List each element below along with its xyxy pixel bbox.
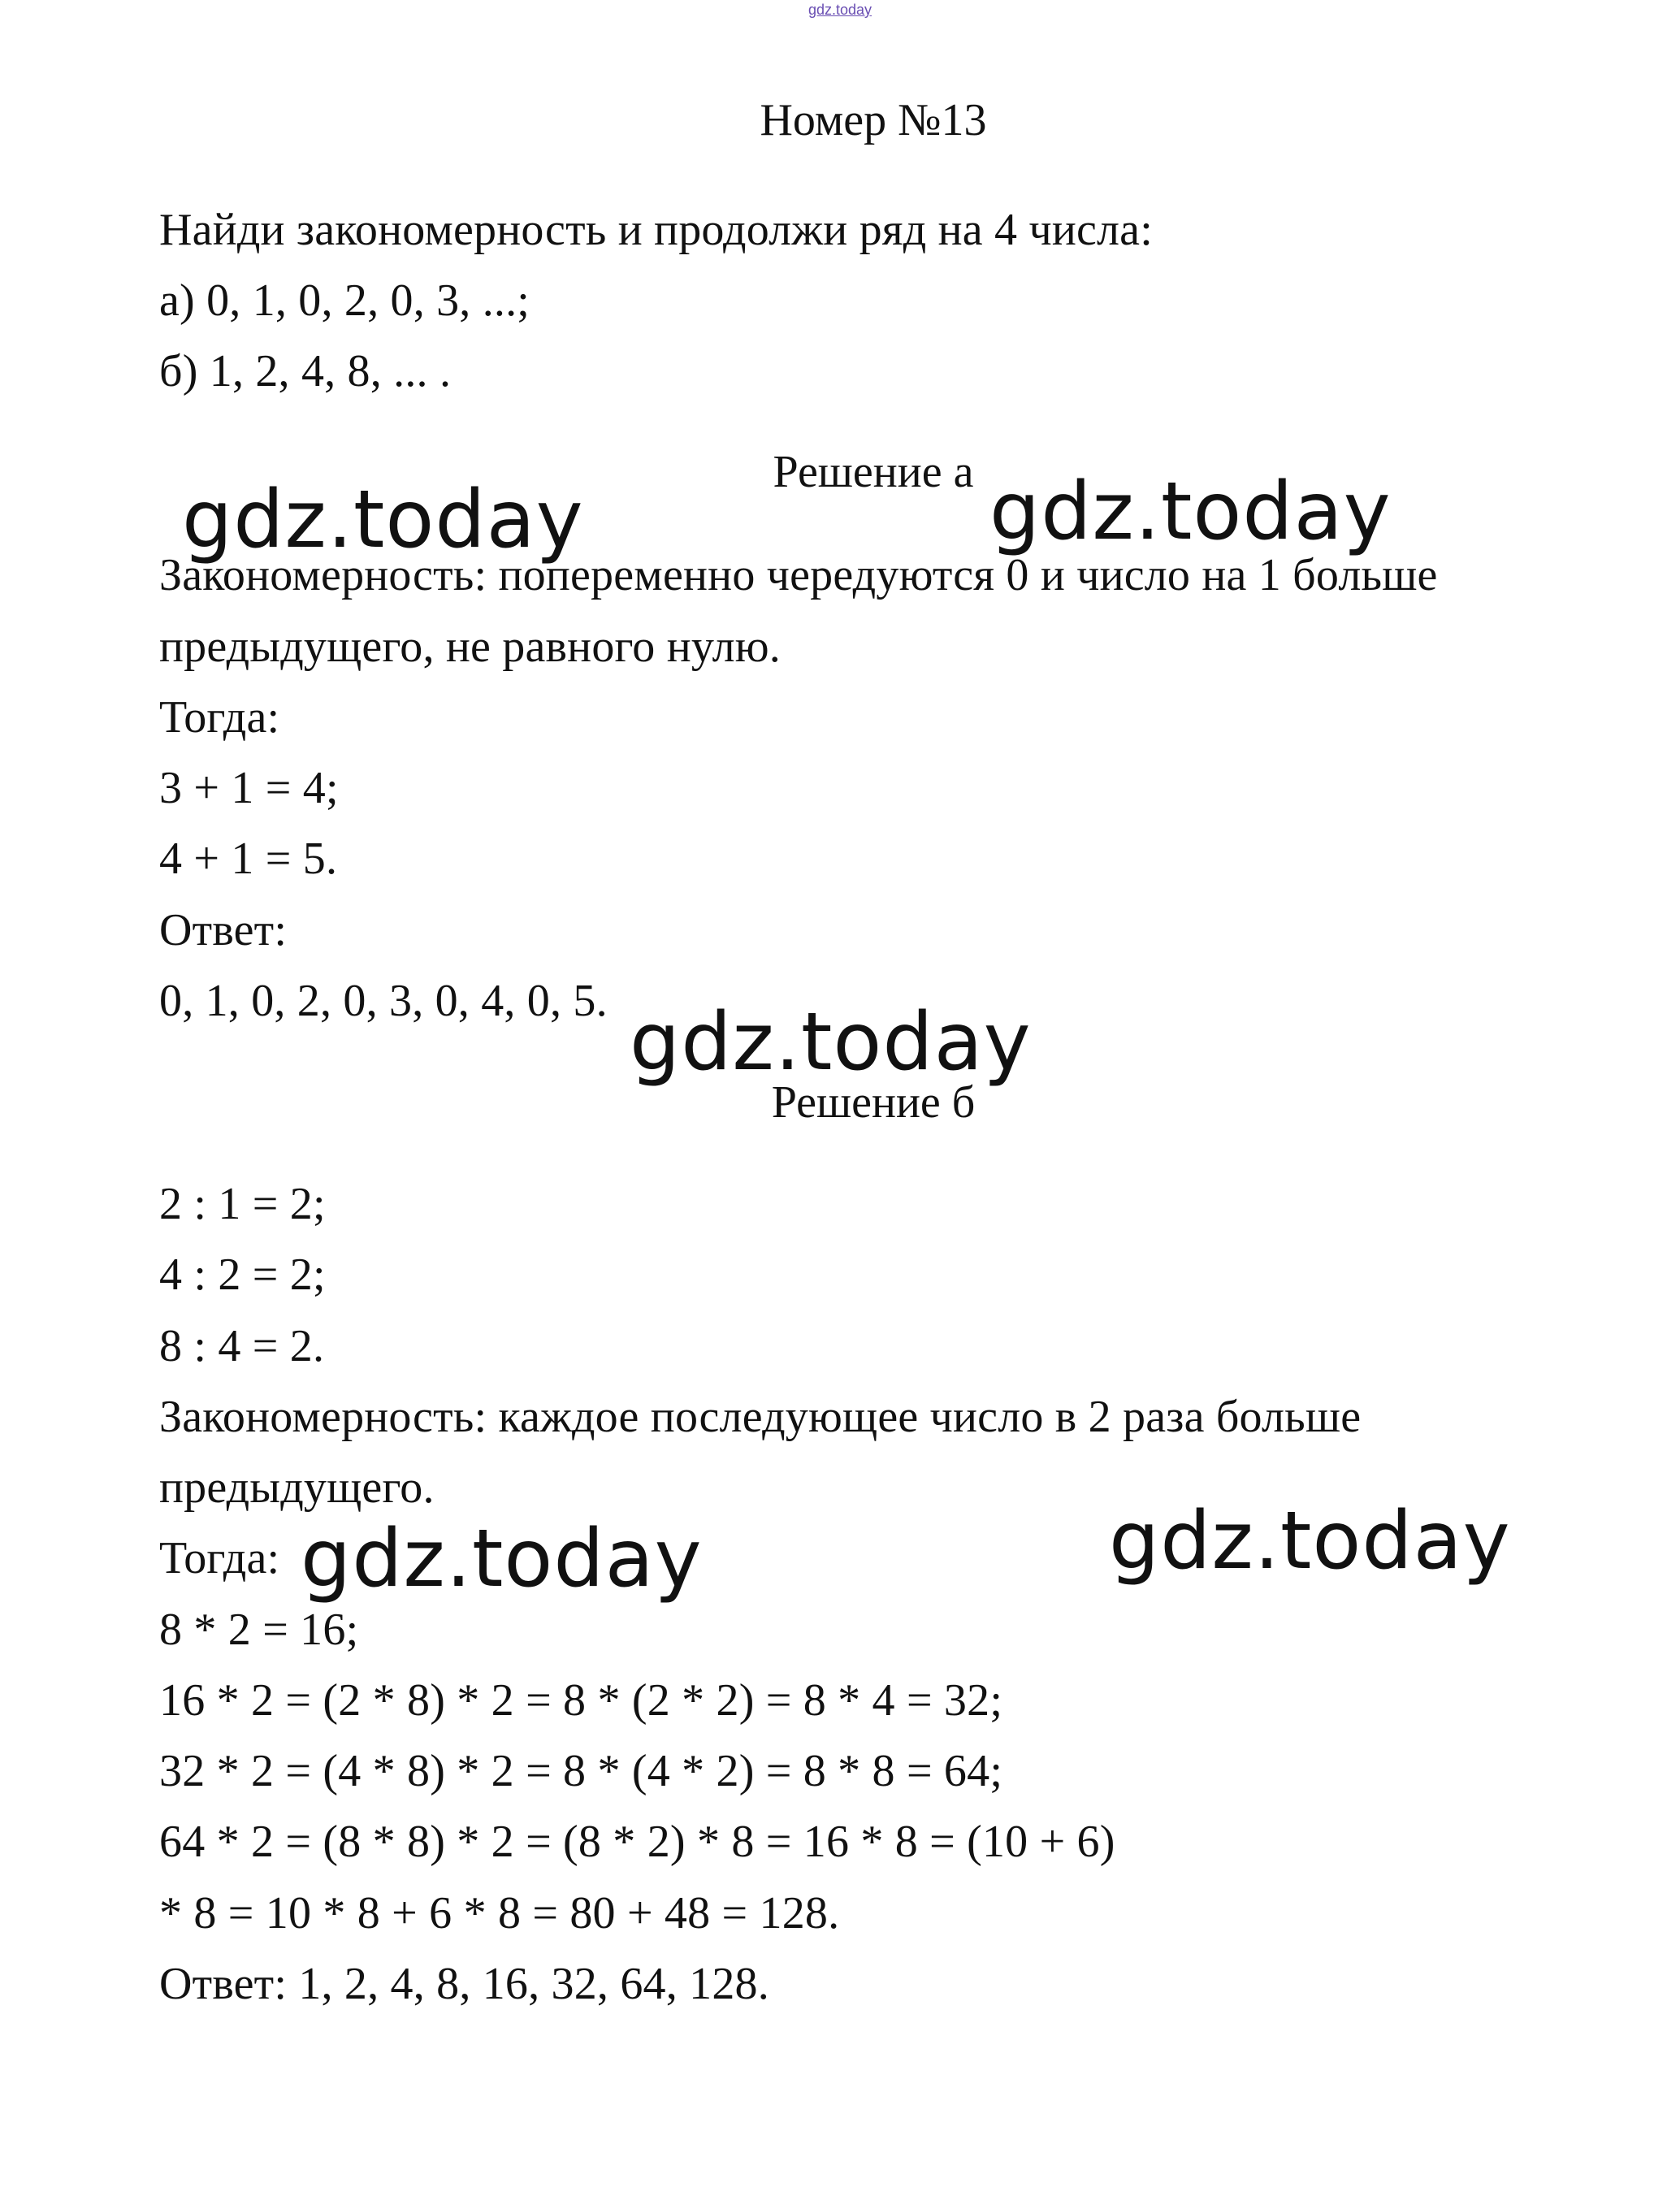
- solution-b-line: 16 * 2 = (2 * 8) * 2 = 8 * (2 * 2) = 8 * 4 = 32;: [159, 1675, 1003, 1726]
- solution-b-line: 8 : 4 = 2.: [159, 1321, 325, 1371]
- watermark: gdz.today: [989, 466, 1392, 558]
- page-title: Номер №13: [760, 95, 987, 145]
- solution-a-line: 3 + 1 = 4;: [159, 763, 339, 813]
- solution-a-line: 4 + 1 = 5.: [159, 834, 338, 884]
- solution-b-line: * 8 = 10 * 8 + 6 * 8 = 80 + 48 = 128.: [159, 1888, 840, 1938]
- solution-a-line: Закономерность: попеременно чередуются 0 и число на 1 больше: [159, 550, 1438, 600]
- solution-a-line: Тогда:: [159, 692, 280, 743]
- task-part-b: б) 1, 2, 4, 8, ... .: [159, 346, 452, 396]
- solution-b-line: Закономерность: каждое последующее число в 2 раза больше: [159, 1392, 1362, 1442]
- watermark: gdz.today: [630, 996, 1032, 1089]
- solution-a-heading: Решение а: [773, 447, 974, 497]
- watermark: gdz.today: [182, 474, 584, 566]
- solution-a-answer: 0, 1, 0, 2, 0, 3, 0, 4, 0, 5.: [159, 976, 608, 1026]
- watermark: gdz.today: [301, 1513, 703, 1605]
- solution-b-line: 4 : 2 = 2;: [159, 1250, 326, 1300]
- solution-b-line: 64 * 2 = (8 * 8) * 2 = (8 * 2) * 8 = 16 * 8 = (10 + 6): [159, 1817, 1115, 1867]
- solution-a-line: Ответ:: [159, 905, 288, 955]
- task-prompt: Найди закономерность и продолжи ряд на 4 числа:: [159, 205, 1153, 255]
- solution-b-line: 32 * 2 = (4 * 8) * 2 = 8 * (4 * 2) = 8 * 8 = 64;: [159, 1746, 1003, 1796]
- solution-b-line: Тогда:: [159, 1533, 280, 1583]
- solution-b-line: 8 * 2 = 16;: [159, 1605, 359, 1655]
- task-part-a: а) 0, 1, 0, 2, 0, 3, ...;: [159, 275, 530, 326]
- source-link[interactable]: gdz.today: [808, 2, 872, 18]
- solution-a-line: предыдущего, не равного нулю.: [159, 622, 781, 672]
- solution-b-heading: Решение б: [771, 1077, 976, 1128]
- solution-b-line: предыдущего.: [159, 1462, 435, 1513]
- solution-b-line: 2 : 1 = 2;: [159, 1179, 326, 1229]
- watermark: gdz.today: [1109, 1495, 1511, 1587]
- solution-b-answer: Ответ: 1, 2, 4, 8, 16, 32, 64, 128.: [159, 1959, 769, 2009]
